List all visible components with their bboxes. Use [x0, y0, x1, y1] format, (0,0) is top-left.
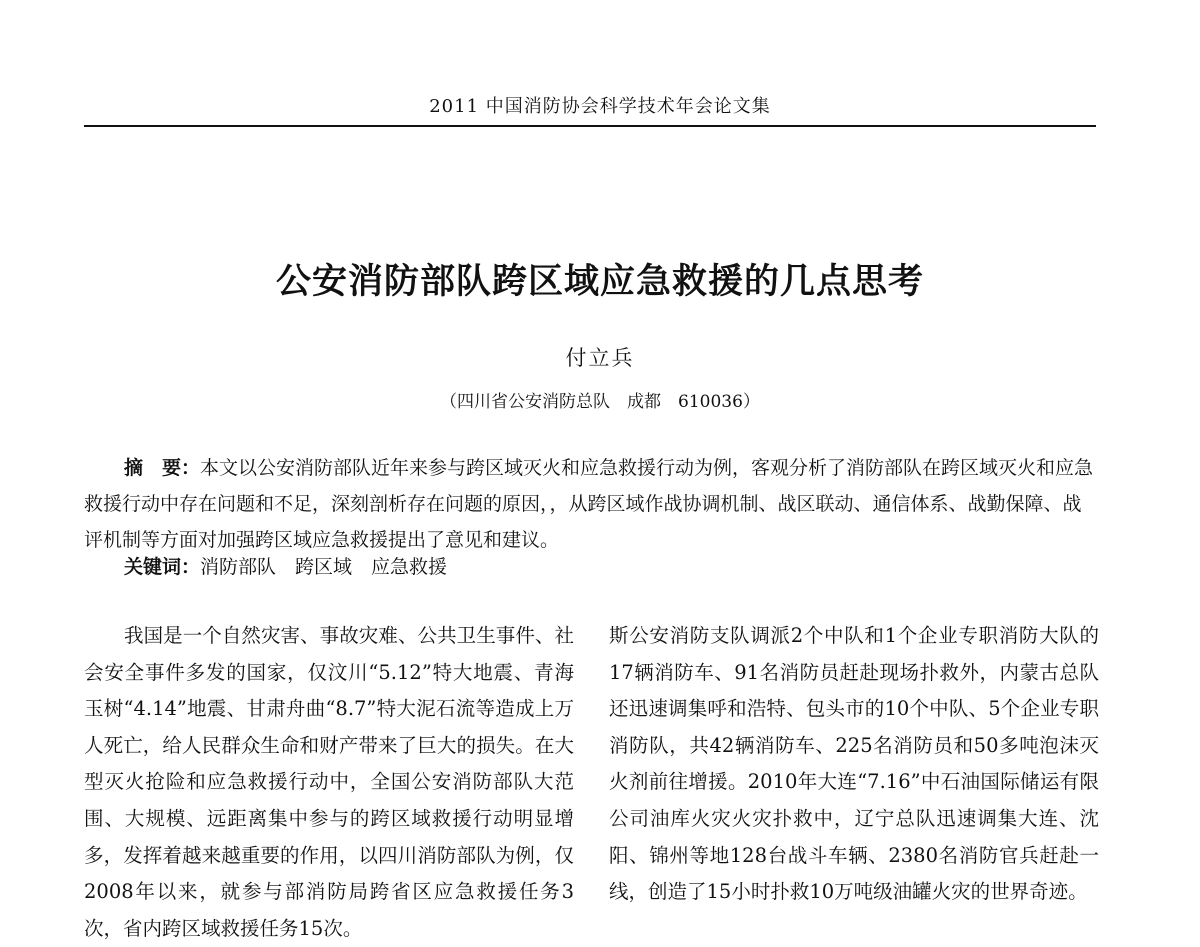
- abstract: [84, 450, 1096, 558]
- paper-title: 公安消防部队跨区域应急救援的几点思考: [275, 261, 924, 302]
- header-rule: [84, 125, 1096, 127]
- keywords-text: 消防部队 跨区域 应急救援: [200, 556, 448, 578]
- body-column-left: 我国是一个自然灾害、事故灾难、公共卫生事件、社会安全事件多发的国家，仅汶川“5.12”特大地震、青海玉树“4.14”地震、甘肃舟曲“8.7”特大泥石流等造成上万人死亡，给人民群众生命和财产带来了巨大的损失。在大型灭火抢险和应急救援行动中，全国公安消防部队大范围、大规模、远距离集中参与的跨区域救援行动明显增多，发挥着越来越重要的作用，以四川消防部队为例，仅2008年以来，就参与部消防局跨省区应急救援任务3次，省内跨区域救援任务15次。: [84, 624, 574, 940]
- abstract-label: 摘 要：: [124, 457, 201, 479]
- running-header: 2011 中国消防协会科学技术年会论文集: [429, 96, 771, 117]
- author-affiliation: （四川省公安消防总队 成都 610036）: [440, 392, 760, 412]
- abstract-text: 本文以公安消防部队近年来参与跨区域灭火和应急救援行动为例，客观分析了消防部队在跨区域灭火和应急救援行动中存在问题和不足，深刻剖析存在问题的原因，，从跨区域作战协调机制、战区联动、通信体系、战勤保障、战评机制等方面对加强跨区域应急救援提出了意见和建议。: [84, 457, 1094, 551]
- keywords: [124, 552, 447, 582]
- body-column-right: 斯公安消防支队调派2个中队和1个企业专职消防大队的17辆消防车、91名消防员赶赴现场扑救外，内蒙古总队还迅速调集呼和浩特、包头市的10个中队、5个企业专职消防队，共42辆消防车、225名消防员和50多吨泡沫灭火剂前往增援。2010年大连“7.16”中石油国际储运有限公司油库火灾火灾扑救中，辽宁总队迅速调集大连、沈阳、锦州等地128台战斗车辆、2380名消防官兵赶赴一线，创造了15小时扑救10万吨级油罐火灾的世界奇迹。: [609, 624, 1099, 904]
- author-name: 付立兵: [565, 346, 635, 370]
- keywords-label: 关键词：: [124, 556, 201, 578]
